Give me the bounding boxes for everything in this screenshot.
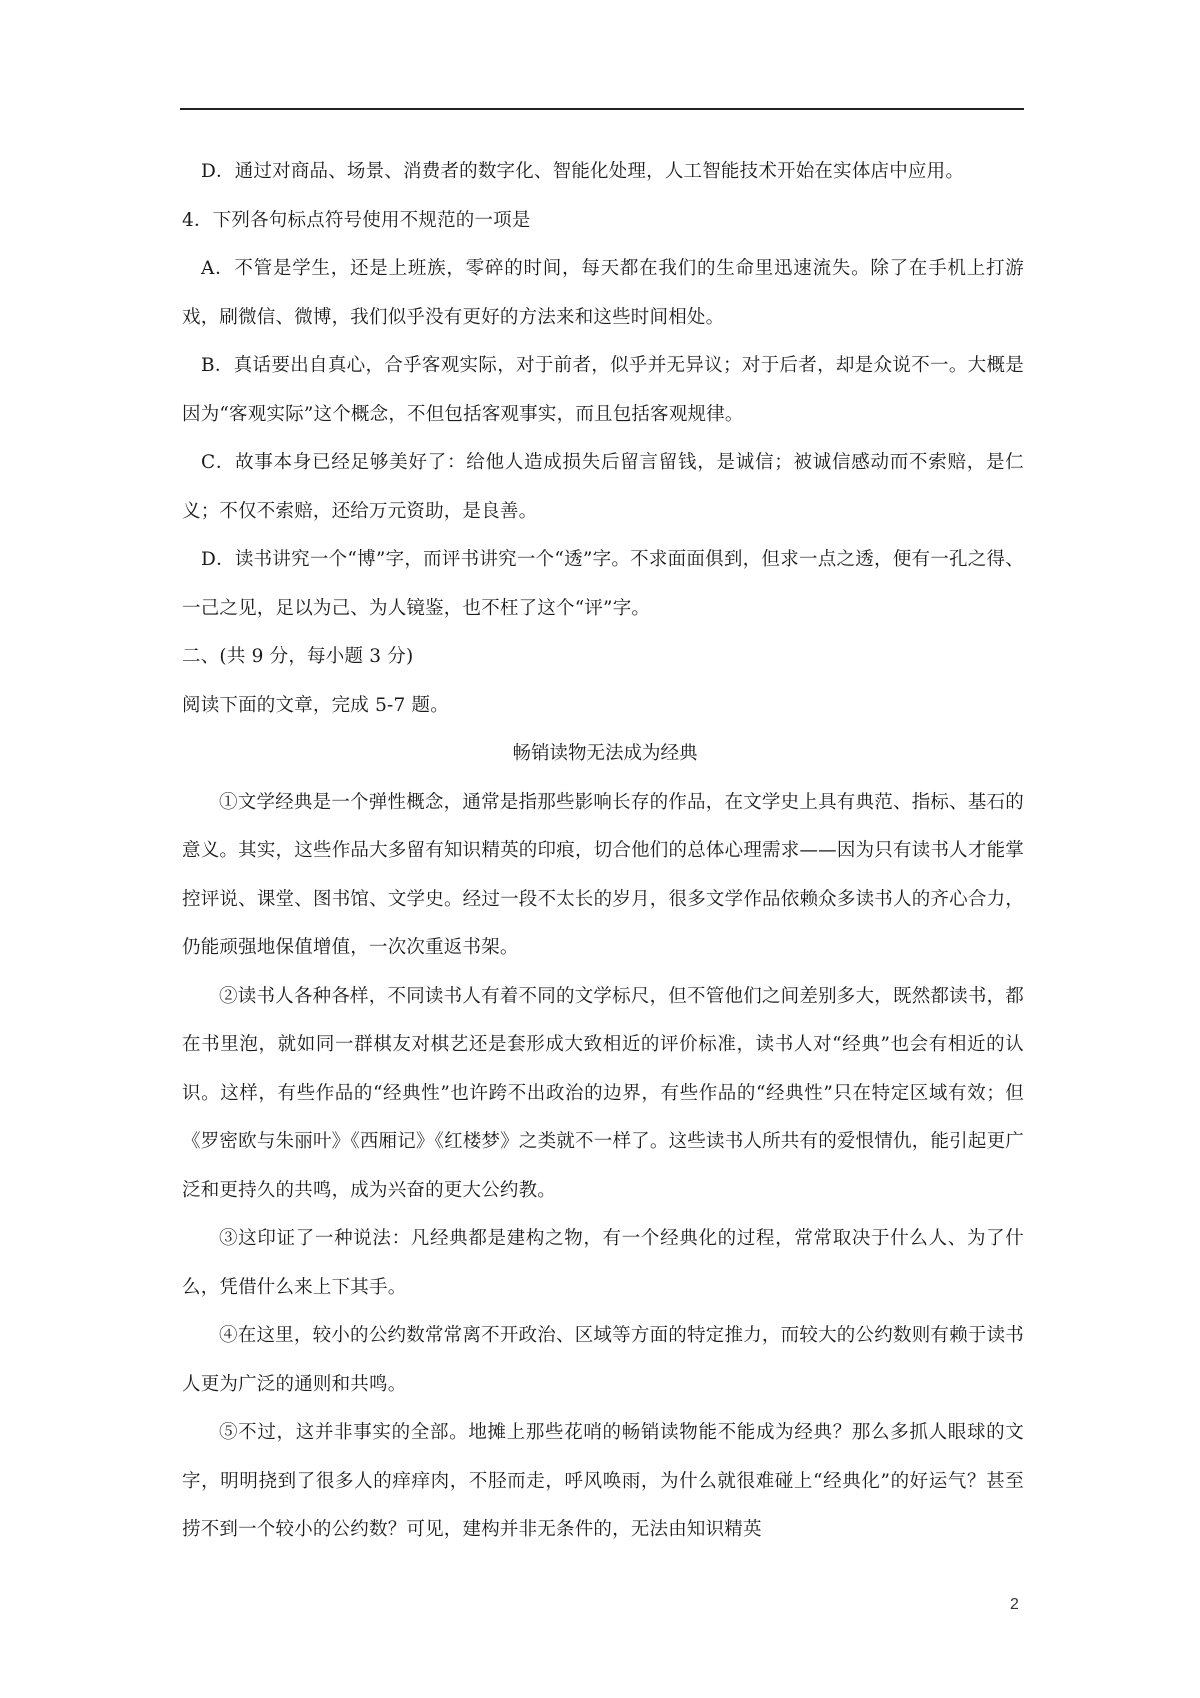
q3-option-d: D．通过对商品、场景、消费者的数字化、智能化处理，人工智能技术开始在实体店中应用。 <box>201 161 965 182</box>
section2-heading: 二、(共 9 分，每小题 3 分) <box>182 646 414 667</box>
q4-option-d: D．读书讲究一个“博”字，而评书讲究一个“透”字。不求面面俱到，但求一点之透，便有一孔之得、一己之见，足以为己、为人镜鉴，也不枉了这个“评”字。 <box>182 549 1024 619</box>
q4-option-c: C．故事本身已经足够美好了：给他人造成损失后留言留钱，是诚信；被诚信感动而不索赔，是仁义；不仅不索赔，还给万元资助，是良善。 <box>182 452 1024 522</box>
section2-instruction: 阅读下面的文章，完成 5-7 题。 <box>182 694 449 716</box>
page-number: 2 <box>1010 1596 1019 1613</box>
q4-stem: 4．下列各句标点符号使用不规范的一项是 <box>182 209 531 231</box>
article-paragraph-3: ③这印证了一种说法：凡经典都是建构之物，有一个经典化的过程，常常取决于什么人、为了什么，凭借什么来上下其手。 <box>182 1228 1024 1298</box>
q4-option-b: B．真话要出自真心，合乎客观实际，对于前者，似乎并无异议；对于后者，却是众说不一。大概是因为“客观实际”这个概念，不但包括客观事实，而且包括客观规律。 <box>182 355 1024 425</box>
header-rule <box>180 108 1024 110</box>
article-paragraph-5: ⑤不过，这并非事实的全部。地摊上那些花哨的畅销读物能不能成为经典？那么多抓人眼球的文字，明明挠到了很多人的痒痒肉，不胫而走，呼风唤雨，为什么就很难碰上“经典化”的好运气？甚至捞不到一个较小的公约数？可见，建构并非无条件的，无法由知识精英 <box>182 1422 1024 1540</box>
article-paragraph-1: ①文学经典是一个弹性概念，通常是指那些影响长存的作品，在文学史上具有典范、指标、基石的意义。其实，这些作品大多留有知识精英的印痕，切合他们的总体心理需求——因为只有读书人才能掌控评说、课堂、图书馆、文学史。经过一段不太长的岁月，很多文学作品依赖众多读书人的齐心合力，仍能顽强地保值增值，一次次重返书架。 <box>182 791 1024 958</box>
article-paragraph-4: ④在这里，较小的公约数常常离不开政治、区域等方面的特定推力，而较大的公约数则有赖于读书人更为广泛的通则和共鸣。 <box>182 1325 1024 1395</box>
q4-option-a: A．不管是学生，还是上班族，零碎的时间，每天都在我们的生命里迅速流失。除了在手机上打游戏，刷微信、微博，我们似乎没有更好的方法来和这些时间相处。 <box>182 258 1024 328</box>
article-title: 畅销读物无法成为经典 <box>512 743 698 764</box>
page-content <box>182 148 1024 1555</box>
article-paragraph-2: ②读书人各种各样，不同读书人有着不同的文学标尺，但不管他们之间差别多大，既然都读书，都在书里泡，就如同一群棋友对棋艺还是套形成大致相近的评价标准，读书人对“经典”也会有相近的认识。这样，有些作品的“经典性”也许跨不出政治的边界，有些作品的“经典性”只在特定区域有效；但《罗密欧与朱丽叶》《西厢记》《红楼梦》之类就不一样了。这些读书人所共有的爱恨情仇，能引起更广泛和更持久的共鸣，成为兴奋的更大公约教。 <box>182 985 1024 1201</box>
